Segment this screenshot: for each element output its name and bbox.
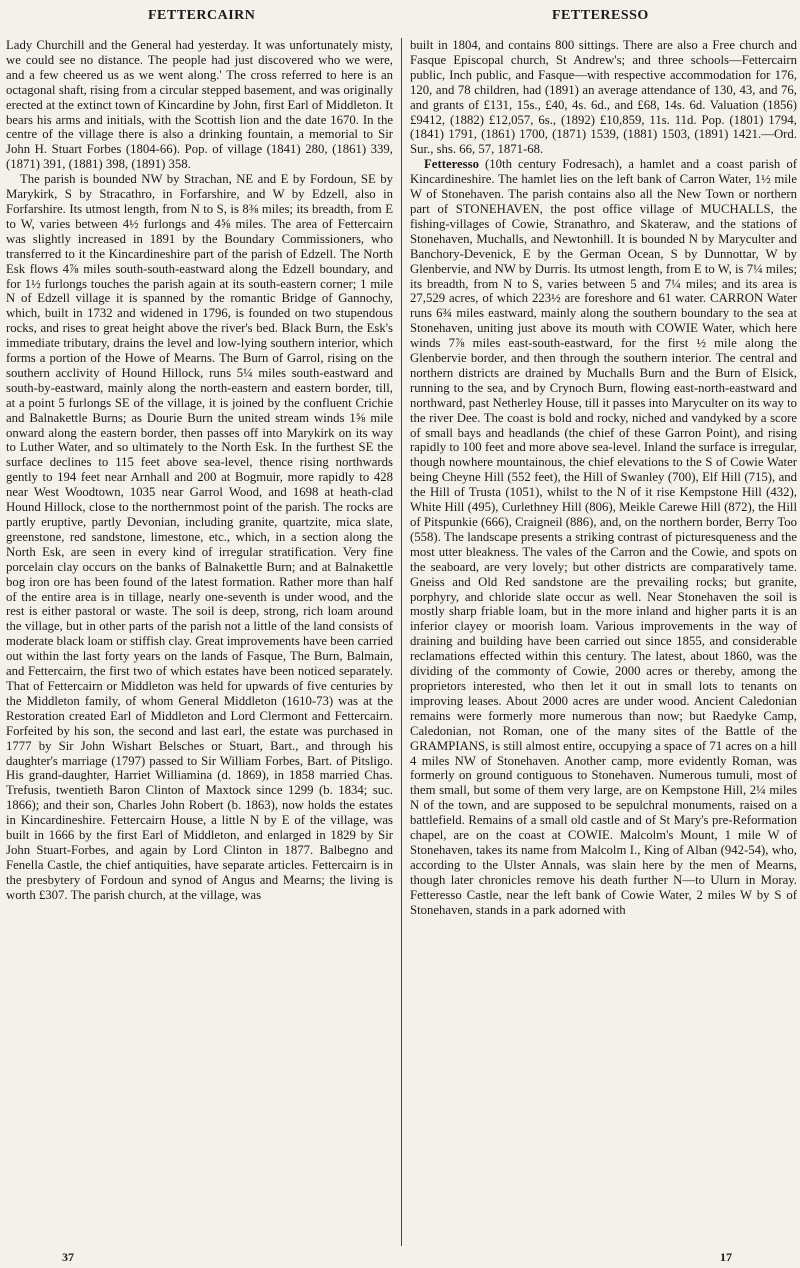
header-right: FETTERESSO: [552, 8, 649, 23]
footer: [0, 1250, 800, 1266]
paragraph: Lady Churchill and the General had yesterday. It was unfortunately misty, we could see no distance. The people had just discovered who we were, and a few cheered us as we went along.' The cross referred to here is an octagonal shaft, rising from a circular stepped basement, and was originally erected at the extinct town of Kincardine by John, first Earl of Middleton. It bears his arms and initials, with the Scottish lion and the date 1670. In the centre of the village there is also a drinking fountain, a memorial to Sir John H. Stuart Forbes (1804-66). Pop. of village (1841) 280, (1861) 339, (1871) 391, (1881) 398, (1891) 358.: [6, 38, 393, 172]
running-header: [0, 8, 800, 30]
left-column: [6, 38, 393, 1246]
entry-fetteresso: [410, 157, 797, 917]
column-divider: [401, 38, 402, 1246]
right-column: [410, 38, 797, 1246]
header-left: FETTERCAIRN: [148, 8, 256, 23]
paragraph: built in 1804, and contains 800 sittings. There are also a Free church and Fasque Episcopal church, St Andrew's; and three schools—Fettercairn public, Inch public, and Fasque—with respective accommodation for 176, 120, and 78 children, had (1891) an average attendance of 130, 43, and 76, and grants of £131, 15s., £40, 4s. 6d., and £68, 14s. 6d. Valuation (1856) £9412, (1882) £12,057, 6s., (1892) £10,859, 11s. 11d. Pop. (1801) 1794, (1841) 1791, (1861) 1700, (1871) 1539, (1881) 1503, (1891) 1421.—Ord. Sur., shs. 66, 57, 1871-68.: [410, 38, 797, 157]
paragraph: The parish is bounded NW by Strachan, NE and E by Fordoun, SE by Marykirk, S by Stracathro, in Forfarshire, and W by Edzell, also in Forfarshire. Its utmost length, from N to S, is 8⅜ miles; its breadth, from E to W, varies between 4½ furlongs and 4⅝ miles. The area of Fettercairn was slightly increased in 1891 by the Boundary Commissioners, who transferred to it the Kincardineshire part of the parish of Edzell. The North Esk flows 4⅞ miles south-south-eastward along the Edzell boundary, and for 1½ furlongs touches the parish again at its south-eastern corner; 1 mile N of Edzell village it is spanned by the romantic Bridge of Gannochy, which, built in 1732 and widened in 1796, is founded on two stupendous rocks, and rises to great height above the river's bed. Black Burn, the Esk's immediate tributary, drains the level and low-lying southern interior, which forms a portion of the Howe of Mearns. The Burn of Garrol, rising on the southern acclivity of Hound Hillock, runs 5¼ miles south-eastward and south-by-eastward, mainly along the north-eastern and eastern border, till, at a point 5 furlongs SE of the village, it is joined by the confluent Crichie and Balnakettle Burns; as Dourie Burn the united stream winds 1⅝ mile onward along the eastern border, then passes off into Marykirk on its way to Luther Water, and so ultimately to the North Esk. In the furthest SE the surface declines to 115 feet above sea-level, thence rising northwards gently to 194 feet near Arnhall and 200 at Bogmuir, more rapidly to 428 near West Woodtown, 1035 near Garrol Wood, and 1698 at heath-clad Hound Hillock, close to the northernmost point of the parish. The rocks are partly eruptive, partly Devonian, including granite, quartzite, mica slate, greenstone, red sandstone, limestone, etc., which, in a section along the North Esk, are seen in every kind of irregular stratification. Very fine porcelain clay occurs on the banks of Balnakettle Burn; and at Balnakettle bog iron ore has been found of the latest formation. Rather more than half of the entire area is in tillage, nearly one-seventh is under wood, and the rest is either pastoral or waste. The soil is deep, strong, rich loam around the village, but in other parts of the parish not a little of the land consists of moderate black loam or stiffish clay. Great improvements have been carried out within the last forty years on the lands of Fasque, The Burn, Balmain, and Fettercairn, the first two of which estates have been noticed separately. That of Fettercairn or Middleton was held for upwards of five centuries by the Middleton family, of whom General Middleton (1610-73) was at the Restoration created Earl of Middleton and Lord Clermont and Fettercairn. Forfeited by his son, the second and last earl, the estate was purchased in 1777 by Sir John Wishart Belsches or Stuart, Bart., and through his daughter's marriage (1797) passed to Sir William Forbes, Bart. of Pitsligo. His grand-daughter, Harriet Williamina (d. 1869), in 1858 married Chas. Trefusis, twentieth Baron Clinton of Maxtock since 1299 (b. 1834; suc. 1866); and their son, Charles John Robert (b. 1863), now holds the estates in Kincardineshire. Fettercairn House, a little N by E of the village, was built in 1666 by the first Earl of Middleton, and enlarged in 1829 by Sir John Stuart-Forbes, and again by Lord Clinton in 1877. Balbegno and Fenella Castle, the chief antiquities, have separate articles. Fettercairn is in the presbytery of Fordoun and synod of Angus and Mearns; the living is worth £307. The parish church, at the village, was: [6, 172, 393, 902]
signature-mark-right: 17: [720, 1250, 732, 1264]
entry-body: (10th century Fodresach), a hamlet and a coast parish of Kincardineshire. The hamlet lies on the left bank of Carron Water, 1½ mile W of Stonehaven. The parish contains also all the New Town or northern part of STONEHAVEN, the post office village of MUCHALLS, the fishing-villages of Cowie, Stranathro, and Skateraw, and the stations of Stonehaven, Muchalls, and Newtonhill. It is bounded N by Maryculter and Banchory-Devenick, E by the German Ocean, S by Dunnottar, W by Glenbervie, and NW by Durris. Its utmost length, from E to W, is 7¼ miles; its breadth, from N to S, varies between 5 and 7¼ miles; and its area is 27,529 acres, of which 223½ are foreshore and 61 water. CARRON Water runs 6¾ miles eastward, mainly along the southern boundary to the sea at Stonehaven, uniting just above its mouth with COWIE Water, which here winds 7⅞ miles east-south-eastward, for the first ½ mile along the Glenbervie border, and then through the southern interior. The central and northern districts are drained by Muchalls Burn and the Burn of Elsick, running to the sea, and by Crynoch Burn, flowing east-north-eastward and northward, past Netherley House, till it passes into Maryculter on its way to the river Dee. The coast is bold and rocky, niched and vandyked by a score of small bays and headlands (the chief of these Garron Point), and rising rapidly to 100 feet and more above sea-level. Inland the surface is irregular, though nowhere mountainous, the chief elevations to the S of Cowie Water being Cheyne Hill (552 feet), the Hill of Swanley (700), Elf Hill (715), and the Hill of Trusta (1051), whilst to the N of it rise Kempstone Hill (432), White Hill (495), Curlethney Hill (806), Meikle Carewe Hill (872), the Hill of Pitspunkie (666), Craigneil (886), and, on the northern border, Berry Too (558). The landscape presents a striking contrast of picturesqueness and the most utter bleakness. The vales of the Carron and the Cowie, and spots on the seaboard, are very lovely; but other districts are comparatively tame. Gneiss and Old Red sandstone are the prevailing rocks; but granite, porphyry, and chloride slate occur as well. Near Stonehaven the soil is mostly sharp friable loam, but in the more inland and higher parts it is an inferior clayey or moorish loam. Various improvements in the way of draining and building have been carried out since 1855, and considerable reclamations effected within this century. The latest, about 1860, was the dividing of the commonty of Cowie, 2000 acres or thereby, among the proprietors interested, who then let it out in small lots to tenants on improving leases. About 2000 acres are under wood. Ancient Caledonian remains were formerly more numerous than now; but Raedyke Camp, Caledonian, not Roman, one of the many sites of the Battle of the GRAMPIANS, is still almost entire, occupying a space of 71 acres on a hill 4 miles NW of Stonehaven. Another camp, more evidently Roman, was formerly on ground contiguous to Stonehaven. Numerous tumuli, most of them small, but some of them very large, are on Kempstone Hill, 2¼ miles N of the town, and are supposed to be sepulchral monuments, raised on a battlefield. Remains of a small old castle and of St Mary's pre-Reformation chapel, are on the coast at COWIE. Malcolm's Mount, 1 mile W of Stonehaven, takes its name from Malcolm I., King of Alban (942-54), who, according to the Ulster Annals, was slain here by the men of Mearns, though later chronicles remove his death further N—to Ulurn in Moray. Fetteresso Castle, near the left bank of Cowie Water, 2 miles W by S of Stonehaven, stands in a park adorned with: [410, 157, 797, 917]
entry-headword: Fetteresso: [424, 157, 479, 172]
signature-mark-left: 37: [62, 1250, 74, 1264]
